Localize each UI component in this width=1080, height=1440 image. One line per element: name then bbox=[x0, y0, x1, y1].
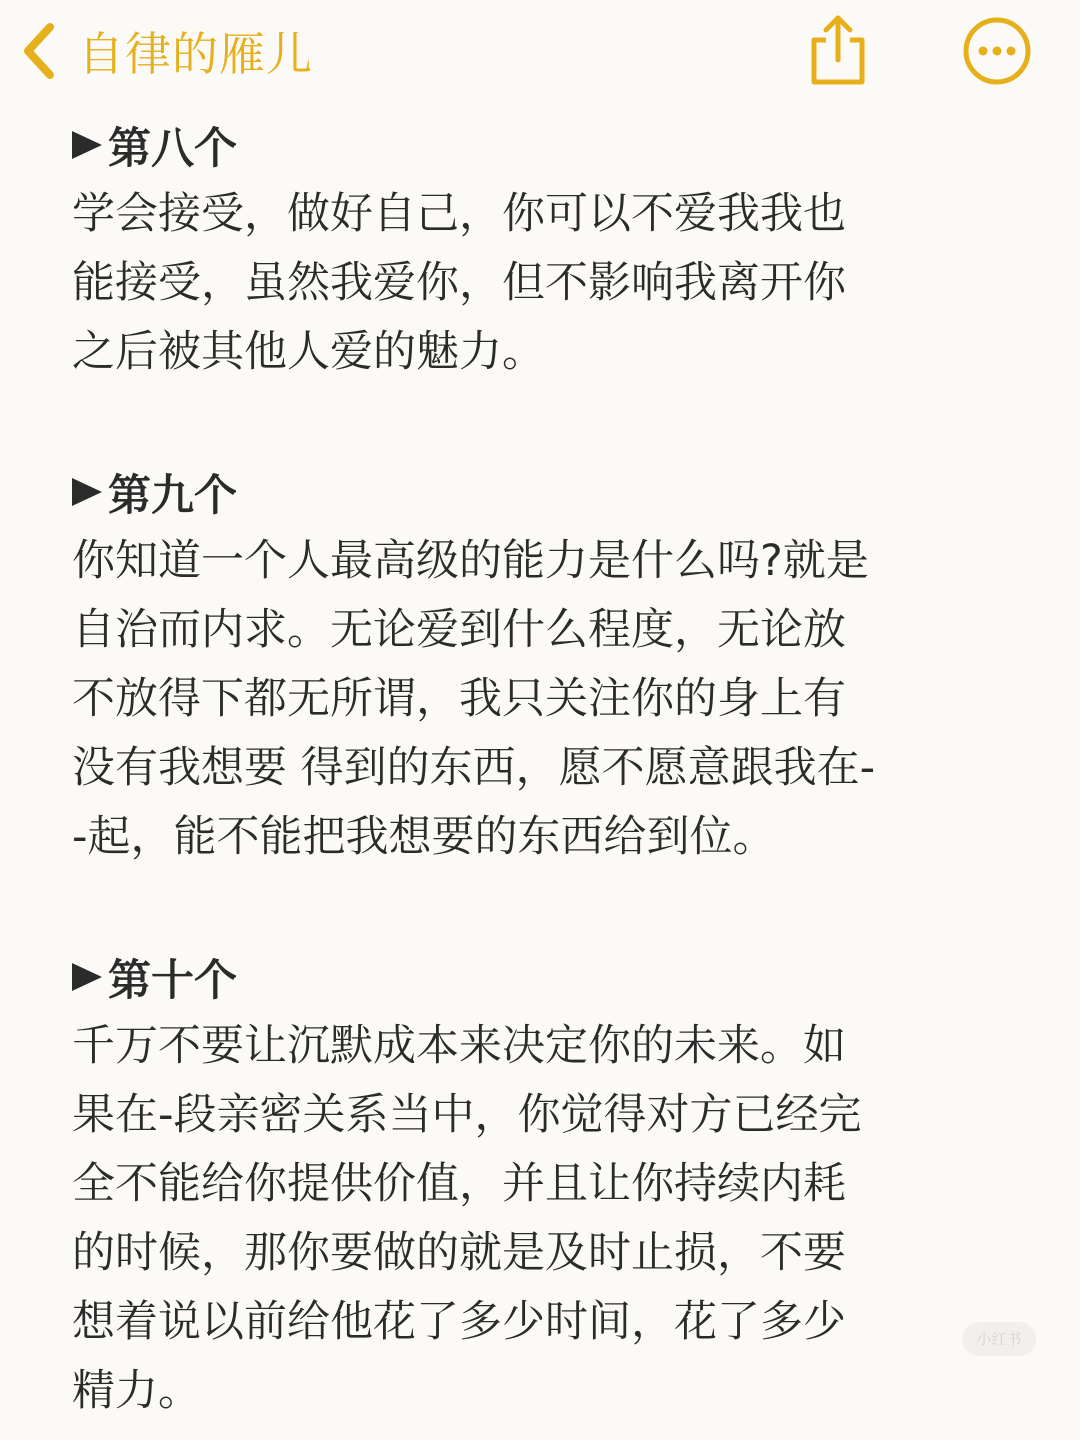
section-10 bbox=[72, 942, 1032, 1426]
section-paragraph bbox=[72, 527, 1032, 872]
watermark: 小红书 bbox=[962, 1322, 1036, 1356]
top-bar bbox=[0, 0, 1080, 100]
more-button[interactable] bbox=[962, 16, 1032, 86]
section-paragraph bbox=[72, 1012, 1032, 1426]
paragraph-line: 不放得下都无所谓，我只关注你的身上有 bbox=[72, 674, 846, 724]
paragraph-line: 全不能给你提供价值，并且让你持续内耗 bbox=[72, 1159, 846, 1209]
paragraph-line: 之后被其他人爱的魅力。 bbox=[72, 327, 545, 377]
paragraph-line: 能接受，虽然我爱你，但不影响我离开你 bbox=[72, 258, 846, 308]
paragraph-line: 精力。 bbox=[72, 1366, 201, 1416]
section-heading bbox=[72, 457, 1032, 527]
paragraph-line: -起，能不能把我想要的东西给到位。 bbox=[72, 812, 776, 862]
section-heading bbox=[72, 110, 1032, 180]
triangle-bullet-icon bbox=[72, 963, 102, 991]
back-button[interactable] bbox=[18, 18, 313, 84]
section-heading bbox=[72, 942, 1032, 1012]
more-icon bbox=[962, 71, 1032, 90]
paragraph-line: 想着说以前给他花了多少时间，花了多少 bbox=[72, 1297, 846, 1347]
section-paragraph bbox=[72, 180, 1032, 387]
section-8 bbox=[72, 110, 1032, 387]
section-9 bbox=[72, 457, 1032, 872]
share-icon bbox=[802, 75, 874, 94]
paragraph-line: 的时候，那你要做的就是及时止损，不要 bbox=[72, 1228, 846, 1278]
back-label: 自律的雁儿 bbox=[78, 27, 313, 81]
share-button[interactable] bbox=[802, 10, 874, 90]
paragraph-line: 学会接受，做好自己，你可以不爱我我也 bbox=[72, 189, 846, 239]
paragraph-line: 千万不要让沉默成本来决定你的未来。如 bbox=[72, 1021, 846, 1071]
note-body[interactable] bbox=[72, 110, 1032, 1426]
triangle-bullet-icon bbox=[72, 131, 102, 159]
paragraph-line: 没有我想要 得到的东西，愿不愿意跟我在- bbox=[72, 743, 876, 793]
section-heading-text: 第十个 bbox=[108, 955, 237, 1006]
section-heading-text: 第八个 bbox=[108, 123, 237, 174]
paragraph-line: 你知道一个人最高级的能力是什么吗?就是 bbox=[72, 536, 869, 586]
triangle-bullet-icon bbox=[72, 478, 102, 506]
paragraph-line: 自治而内求。无论爱到什么程度，无论放 bbox=[72, 605, 846, 655]
chevron-left-icon bbox=[18, 21, 58, 81]
paragraph-line: 果在-段亲密关系当中，你觉得对方已经完 bbox=[72, 1090, 862, 1140]
section-heading-text: 第九个 bbox=[108, 470, 237, 521]
